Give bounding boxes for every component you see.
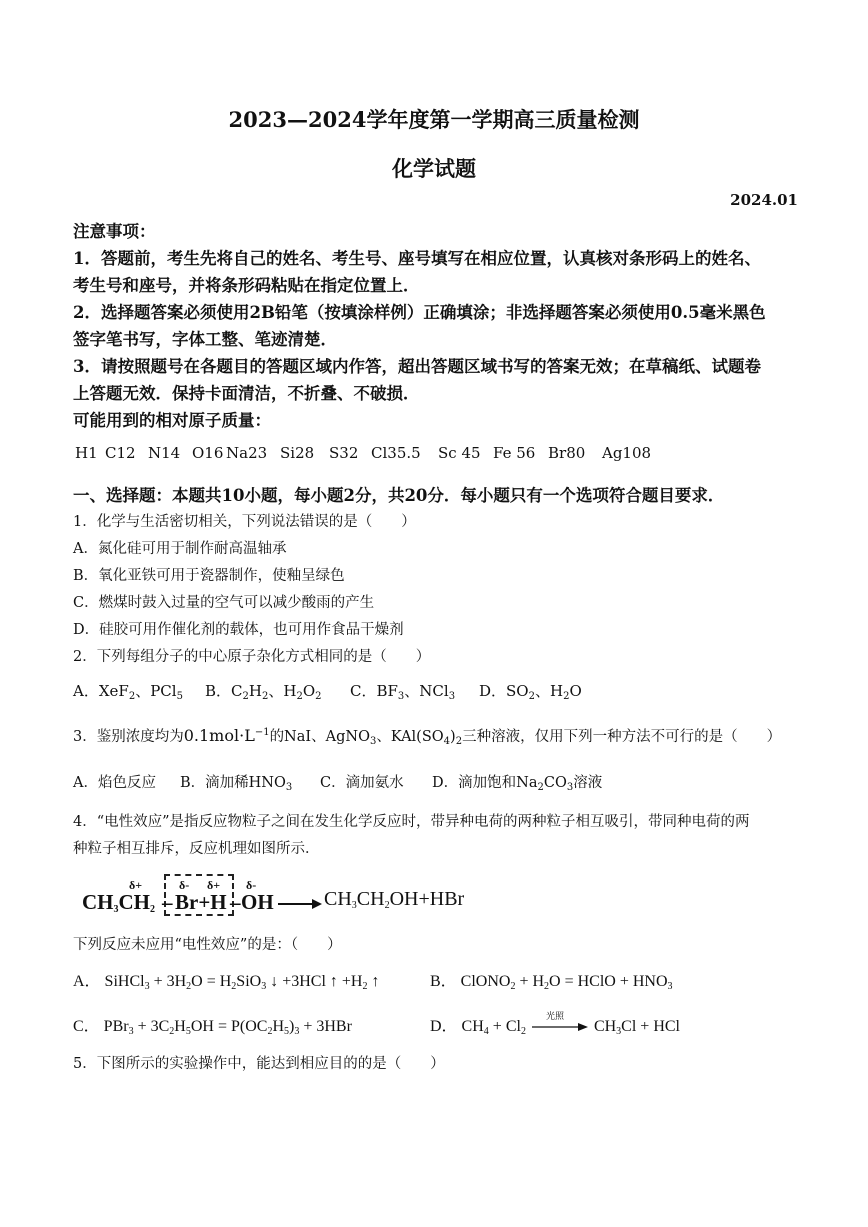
delta-plus-h: δ+ (207, 878, 221, 892)
mass-sc: Sc 45 (438, 444, 481, 462)
q3-option-d: D．滴加饱和$Na_2CO_3$溶液 (432, 775, 603, 793)
light-label: 光照 (545, 1012, 564, 1023)
q4-option-c: C． $PBr_3 + 3C_2H_5OH = P(OC_2H_5)_3 + 3HBr$ (73, 1018, 352, 1037)
atomic-mass-heading: 可能用到的相对原子质量： (73, 411, 271, 430)
notice-item-2-line2: 签字笔书写，字体工整、笔迹清楚． (73, 330, 337, 349)
mass-br: Br80 (548, 444, 586, 462)
exam-subtitle: 化学试题 (392, 156, 476, 181)
mass-si: Si28 (280, 444, 315, 462)
q3-option-a: A．焰色反应 (73, 775, 156, 791)
notice-item-3-line2: 上答题无效．保持卡面清洁，不折叠、不破损． (73, 384, 420, 403)
delta-minus-br: δ- (179, 878, 190, 892)
mass-na: Na23 (226, 444, 268, 462)
q2-option-d: D．$SO_2$、$H_2O$ (479, 682, 582, 702)
q4-option-a: A． SiHCl$_3$ + $3H_2O = H_2SiO_3$ ↓ +3HCl ↑ $+H_2$ ↑ (73, 973, 380, 992)
q3-stem: 3．鉴别浓度均为$0.1mol\cdot L^{-1}$的NaI、AgNO$_3$、$KAl(SO_4)_2$三种溶液，仅用下列一种方法不可行的是（ ） (73, 726, 782, 747)
notice-item-1-line1: 1．答题前，考生先将自己的姓名、考生号、座号填写在相应位置，认真核对条形码上的姓名、 (73, 249, 761, 268)
mechanism-figure: δ+ δ- δ+ δ- $CH_3CH_2$ – Br+H – OH $CH_3CH_2OH+HBr$ (80, 872, 500, 922)
q2-stem: 2．下列每组分子的中心原子杂化方式相同的是（ ） (73, 649, 431, 665)
delta-minus-o: δ- (246, 878, 257, 892)
notice-heading: 注意事项： (73, 222, 156, 241)
q1-option-a: A．氮化硅可用于制作耐高温轴承 (73, 541, 287, 557)
mass-s: S32 (329, 444, 359, 462)
q4-question: 下列反应未应用“电性效应”的是：（ ） (73, 937, 342, 953)
section-heading: 一、选择题：本题共10小题，每小题2分，共20分．每小题只有一个选项符合题目要求． (73, 486, 725, 505)
q4-stem-line1: 4．“电性效应”是指反应物粒子之间在发生化学反应时，带异种电荷的两种粒子相互吸引，带同种电荷的两 (73, 814, 750, 830)
q1-option-d: D．硅胶可用作催化剂的载体，也可用作食品干燥剂 (73, 622, 404, 638)
delta-plus-c: δ+ (129, 878, 143, 892)
q4-stem-line2: 种粒子相互排斥，反应机理如图所示． (73, 841, 320, 857)
q4-option-d: D． $CH_4 + Cl_2$ 光照 $CH_3Cl$ + HCl (430, 1013, 680, 1037)
reaction-arrow-icon (278, 899, 322, 909)
mass-n: N14 (148, 444, 181, 462)
light-arrow-icon (530, 1012, 590, 1034)
q1-stem: 1．化学与生活密切相关，下列说法错误的是（ ） (73, 514, 416, 530)
q4-option-b: B． ClONO$_2$ + $H_2O$ = HClO + $HNO_3$ (430, 973, 673, 992)
q2-option-c: C．$BF_3$、NCl$_3$ (350, 682, 456, 702)
mass-ag: Ag108 (602, 444, 652, 462)
q3-option-c: C．滴加氨水 (320, 775, 404, 791)
q2-option-a: A．XeF$_2$、PCl$_5$ (73, 682, 183, 702)
mechanism-br-h: Br+H (175, 890, 227, 914)
mass-fe: Fe 56 (493, 444, 536, 462)
mass-o: O16 (192, 444, 224, 462)
exam-title: 2023—2024学年度第一学期高三质量检测 (228, 107, 640, 132)
mechanism-product: $CH_3CH_2OH+HBr$ (324, 888, 465, 911)
mass-c: C12 (105, 444, 136, 462)
exam-date: 2024.01 (730, 191, 798, 209)
notice-item-1-line2: 考生号和座号，并将条形码粘贴在指定位置上． (73, 276, 420, 295)
mass-h: H1 (75, 444, 98, 462)
mechanism-reactant: $CH_3CH_2$ (82, 890, 155, 915)
q1-option-b: B．氧化亚铁可用于瓷器制作，使釉呈绿色 (73, 568, 345, 584)
q1-option-c: C．燃煤时鼓入过量的空气可以减少酸雨的产生 (73, 595, 375, 611)
notice-item-2-line1: 2．选择题答案必须使用2B铅笔（按填涂样例）正确填涂；非选择题答案必须使用0.5毫米黑色 (73, 303, 766, 322)
q2-option-b: B．$C_2H_2$、$H_2O_2$ (205, 682, 322, 702)
q5-stem: 5．下图所示的实验操作中，能达到相应目的的是（ ） (73, 1056, 445, 1072)
notice-item-3-line1: 3．请按照题号在各题目的答题区域内作答，超出答题区域书写的答案无效；在草稿纸、试题卷 (73, 357, 761, 376)
mass-cl: Cl35.5 (371, 444, 421, 462)
q3-option-b: B．滴加稀$HNO_3$ (180, 775, 293, 793)
mechanism-oh: OH (241, 890, 274, 914)
